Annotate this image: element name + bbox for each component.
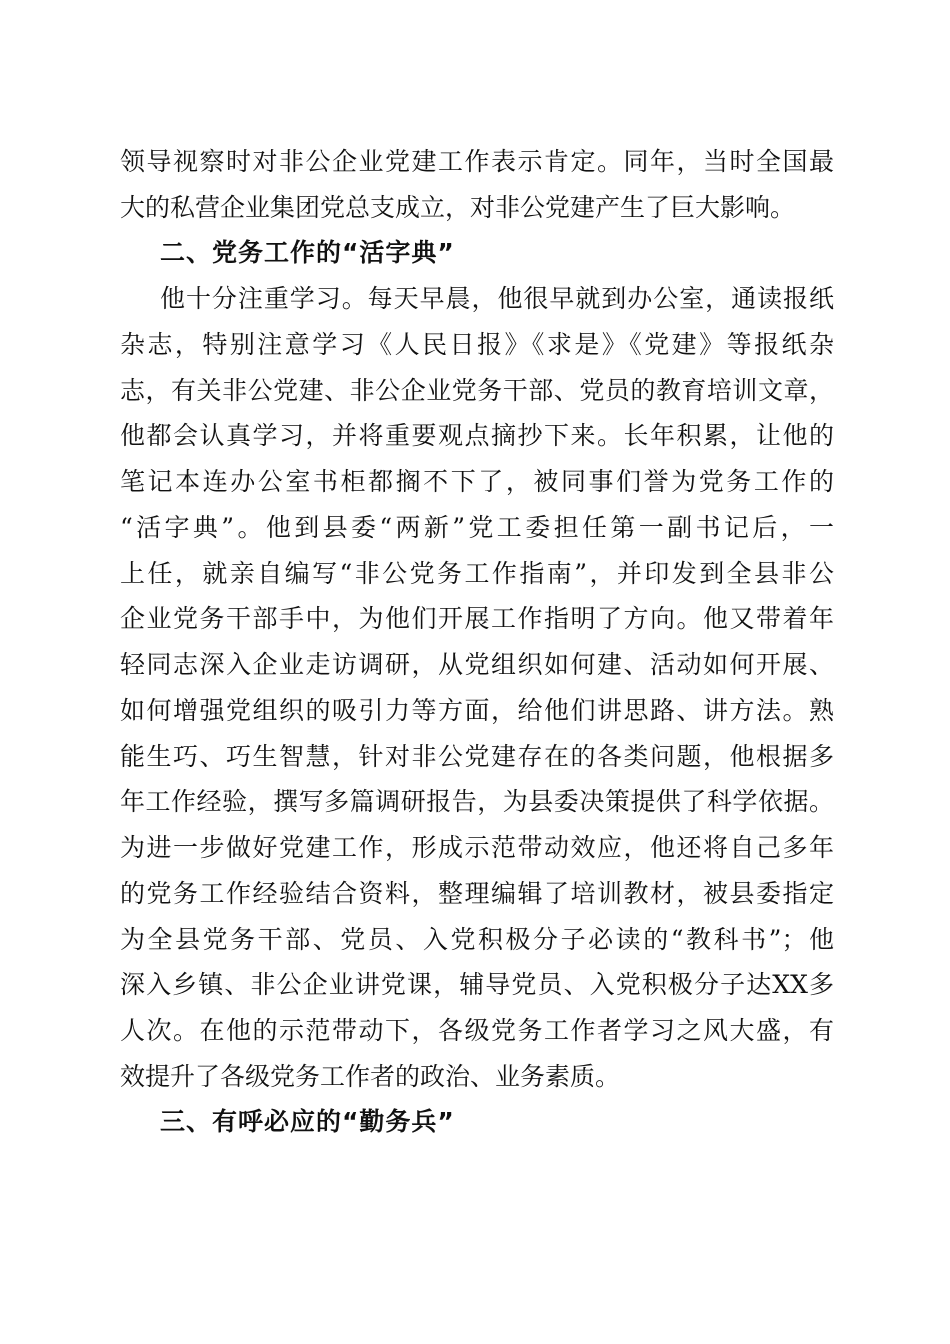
paragraph-line: 的党务工作经验结合资料，整理编辑了培训教材，被县委指定	[120, 879, 834, 908]
section-heading-2: 二、党务工作的“活字典”	[160, 238, 455, 267]
paragraph-line: 人次。在他的示范带动下，各级党务工作者学习之风大盛，有	[120, 1016, 834, 1045]
paragraph-line: 杂志，特别注意学习《人民日报》《求是》《党建》等报纸杂	[120, 330, 834, 359]
paragraph-line: 如何增强党组织的吸引力等方面，给他们讲思路、讲方法。熟	[120, 696, 834, 725]
paragraph-line: 企业党务干部手中，为他们开展工作指明了方向。他又带着年	[120, 604, 834, 633]
paragraph-line: 大的私营企业集团党总支成立，对非公党建产生了巨大影响。	[120, 193, 796, 222]
paragraph-line: 效提升了各级党务工作者的政治、业务素质。	[120, 1062, 621, 1091]
section-heading-3: 三、有呼必应的“勤务兵”	[160, 1107, 455, 1136]
paragraph-line: 笔记本连办公室书柜都搁不下了，被同事们誉为党务工作的	[120, 467, 834, 496]
paragraph-line: 领导视察时对非公企业党建工作表示肯定。同年，当时全国最	[120, 147, 834, 176]
paragraph-line: 为全县党务干部、党员、入党积极分子必读的“教科书”；他	[120, 925, 834, 954]
paragraph-line: 轻同志深入企业走访调研，从党组织如何建、活动如何开展、	[120, 650, 834, 679]
paragraph-line: 志，有关非公党建、非公企业党务干部、党员的教育培训文章，	[120, 376, 834, 405]
paragraph-line: 他十分注重学习。每天早晨，他很早就到办公室，通读报纸	[160, 284, 834, 313]
paragraph-line: 能生巧、巧生智慧，针对非公党建存在的各类问题，他根据多	[120, 742, 834, 771]
paragraph-line: “活字典”。他到县委“两新”党工委担任第一副书记后，一	[120, 513, 834, 542]
paragraph-line: 为进一步做好党建工作，形成示范带动效应，他还将自己多年	[120, 833, 834, 862]
paragraph-line: 年工作经验，撰写多篇调研报告，为县委决策提供了科学依据。	[120, 787, 834, 816]
paragraph-line: 他都会认真学习，并将重要观点摘抄下来。长年积累，让他的	[120, 421, 834, 450]
paragraph-line: 深入乡镇、非公企业讲党课，辅导党员、入党积极分子达XX多	[120, 970, 834, 999]
paragraph-line: 上任，就亲自编写“非公党务工作指南”，并印发到全县非公	[120, 559, 834, 588]
